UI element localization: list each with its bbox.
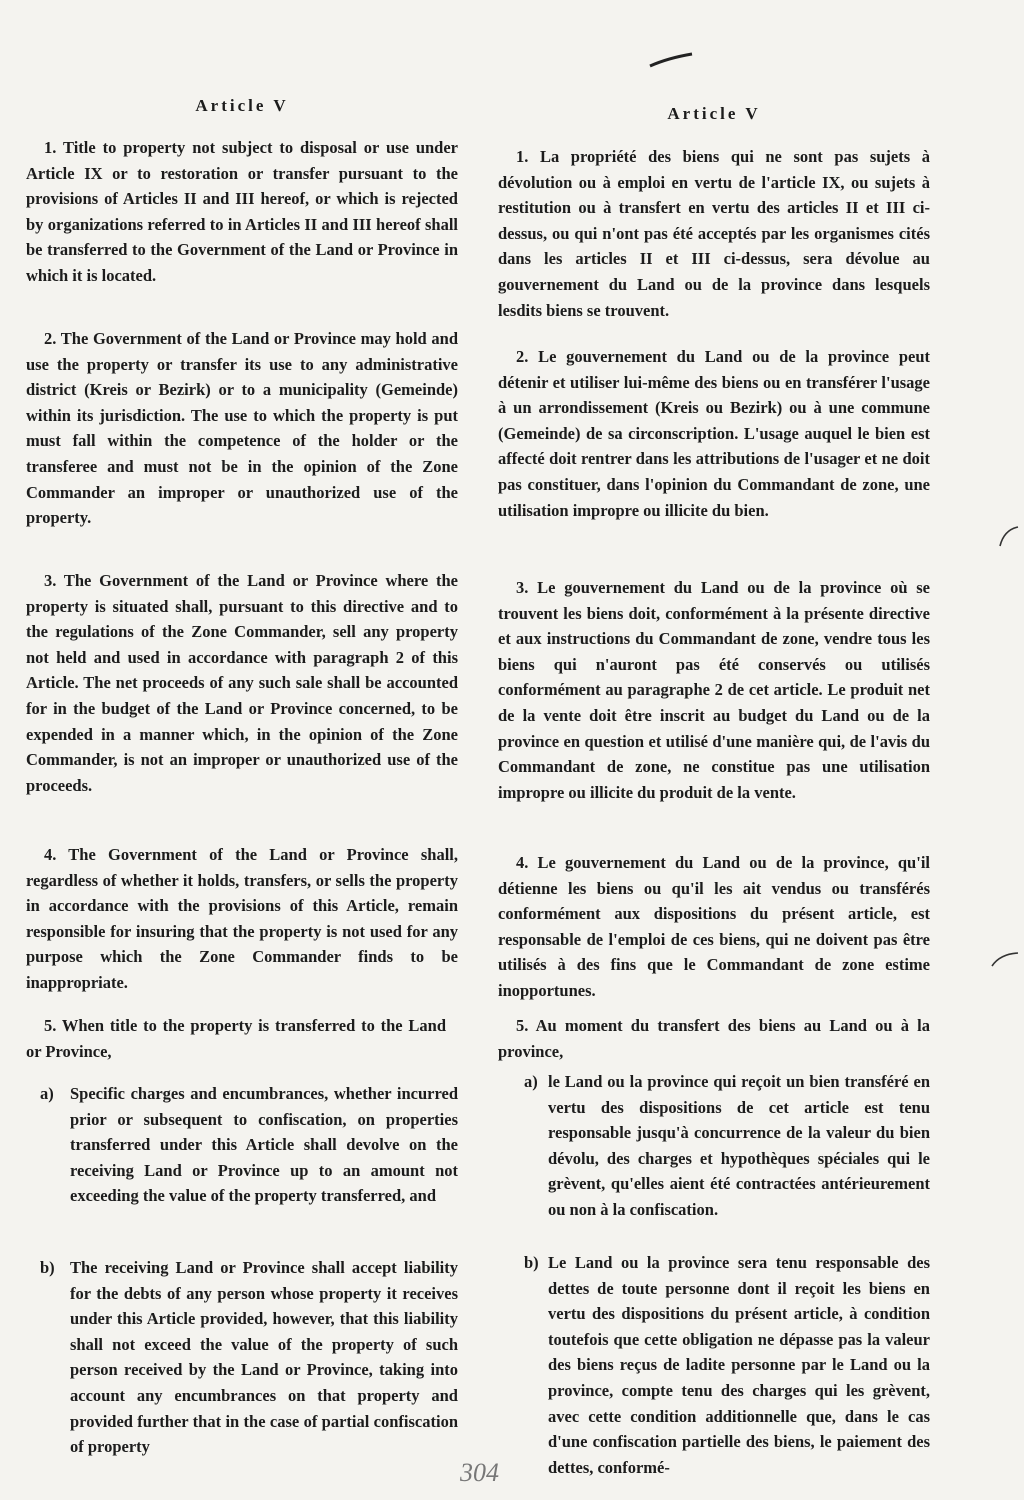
- paragraph-4-en: 4. The Government of the Land or Province shall, regardless of whether it holds, transfers, or sells the property in accordance with the provisions of this Article, remain responsible for insuring that the property is not used for any purpose which the Zone Commander finds to be inappropriate.: [26, 845, 458, 992]
- paragraph-5-en: 5. When title to the property is transferred to the Land or Province,: [26, 1016, 446, 1061]
- article-heading-en: Article V: [195, 96, 289, 115]
- subitem-b-label-en: b): [40, 1258, 55, 1277]
- paragraph-5-fr: 5. Au moment du transfert des biens au Land ou à la province,: [498, 1016, 930, 1061]
- paragraph-1-fr: 1. La propriété des biens qui ne sont pas sujets à dévolution ou à emploi en vertu de l'article IX, ou sujets à restitution ou à transfert en vertu des articles II et III ci-dessus, ou qui n'ont pas été acceptés par les organismes cités dans les articles II et III ci-dessus, sera dévolue au gouvernement du Land ou de la province dans lesquels lesdits biens se trouvent.: [498, 147, 930, 320]
- paragraph-1-en: 1. Title to property not subject to disposal or use under Article IX or to restoration or transfer pursuant to the provisions of Articles II and III hereof, or which is rejected by organizations referred to in Articles II and III hereof shall be transferred to the Government of the Land or Province in which it is located.: [26, 138, 458, 285]
- paragraph-2-en: 2. The Government of the Land or Province may hold and use the property or transfer its use to any administrative district (Kreis or Bezirk) or to a municipality (Gemeinde) within its jurisdiction. The use to which the property is put must fall within the competence of the holder or the transferee and must not be in the opinion of the Zone Commander an improper or unauthorized use of the property.: [26, 329, 458, 528]
- subitem-b-text-fr: Le Land ou la province sera tenu responsable des dettes de toute personne dont il reçoit les biens en vertu des dispositions du présent article, à condition toutefois que cette obligation ne dépasse pas la valeur des biens reçus de ladite personne par le Land ou la province, compte tenu des charges qui les grèvent, avec cette condition additionnelle que, dans le cas d'une confiscation partielle des biens, le paiement des dettes, conformé-: [548, 1253, 930, 1477]
- paragraph-2-fr: 2. Le gouvernement du Land ou de la province peut détenir et utiliser lui-même des biens ou en transférer l'usage à un arrondissement (Kreis ou Bezirk) ou à une commune (Gemeinde) de sa circonscription. L'usage auquel le bien est affecté doit rentrer dans les attributions de l'usager et ne doit pas constituer, dans l'opinion du Commandant de zone, une utilisation impropre ou illicite du bien.: [498, 347, 930, 520]
- subitem-a-text-en: Specific charges and encumbrances, whether incurred prior or subsequent to confiscation, on properties transferred under this Article shall devolve on the receiving Land or Province up to an amount not exceeding the value of the property transferred, and: [70, 1084, 458, 1206]
- top-pen-stroke: [648, 52, 694, 72]
- subitem-a-label-en: a): [40, 1084, 54, 1103]
- article-heading-fr: Article V: [667, 104, 761, 123]
- paragraph-4-fr: 4. Le gouvernement du Land ou de la province, qu'il détienne les biens ou qu'il les ait vendus ou transférés conformément aux dispositions du présent article, est responsable de l'emploi de ces biens, qui ne doivent pas être utilisés à des fins que le Commandant de zone estime inopportunes.: [498, 853, 930, 1000]
- subitem-b-label-fr: b): [524, 1253, 539, 1272]
- subitem-a-label-fr: a): [524, 1072, 538, 1091]
- margin-stroke-1: [996, 524, 1020, 548]
- paragraph-3-en: 3. The Government of the Land or Province where the property is situated shall, pursuant to this directive and to the regulations of the Zone Commander, sell any property not held and used in accordance with paragraph 2 of this Article. The net proceeds of any such sale shall be accounted for in the budget of the Land or Province concerned, to be expended in a manner which, in the opinion of the Zone Commander, is not an improper or unauthorized use of the proceeds.: [26, 571, 458, 795]
- paragraph-3-fr: 3. Le gouvernement du Land ou de la province où se trouvent les biens doit, conformément à la présente directive et aux instructions du Commandant de zone, vendre tous les biens qui n'auront pas été conservés ou utilisés conformément au paragraphe 2 de cet article. Le produit net de la vente doit être inscrit au budget du Land ou de la province en question et utilisé d'une manière qui, de l'avis du Commandant de zone, ne constitue pas une utilisation impropre ou illicite du produit de la vente.: [498, 578, 930, 802]
- subitem-b-text-en: The receiving Land or Province shall accept liability for the debts of any person whose property it receives under this Article provided, however, that this liability shall not exceed the value of the property of such person received by the Land or Province, taking into account any encumbrances on that property and provided further that in the case of partial confiscation of property: [70, 1258, 458, 1457]
- margin-stroke-2: [990, 950, 1020, 968]
- subitem-a-text-fr: le Land ou la province qui reçoit un bien transféré en vertu des dispositions de cet article est tenu responsable jusqu'à concurrence de la valeur du bien dévolu, des charges et hypothèques spéciales qui le grèvent, qu'elles aient été contractées antérieurement ou non à la confiscation.: [548, 1072, 930, 1219]
- handwritten-page-number: 304: [460, 1458, 499, 1487]
